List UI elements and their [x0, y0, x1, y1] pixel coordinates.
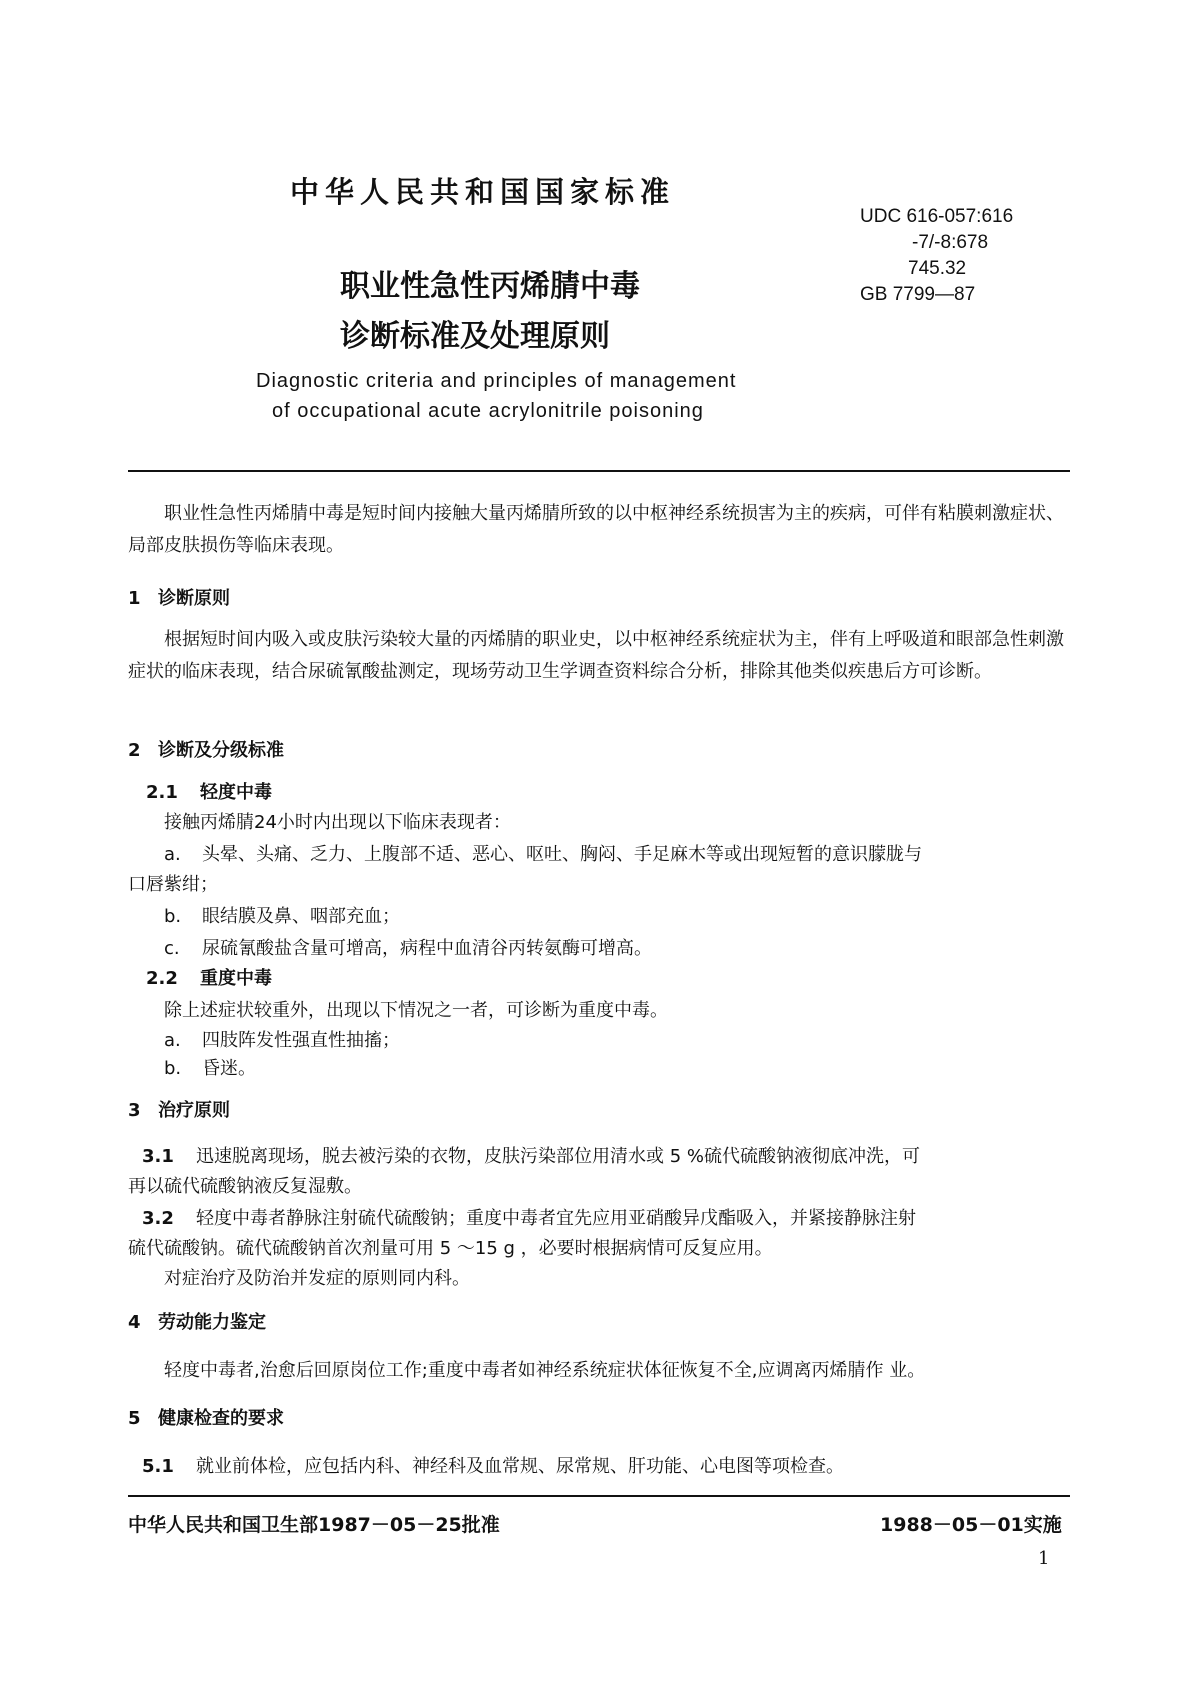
clause-text: 就业前体检，应包括内科、神经科及血常规、尿常规、肝功能、心电图等项检查。: [196, 1456, 844, 1477]
section-title: 健康检查的要求: [158, 1408, 284, 1429]
udc-line-3: 745.32: [908, 258, 967, 279]
section-number: 2: [128, 740, 141, 761]
list-item: [128, 902, 1104, 928]
subsection-2-1-heading: [146, 778, 272, 804]
clause-5-1: [128, 1452, 1082, 1478]
header-divider: [128, 470, 1070, 472]
section-number: 5: [128, 1408, 141, 1429]
clause-3-2-continuation: 硫代硫酸钠。硫代硫酸钠首次剂量可用 5 ～15 g ，必要时根据病情可反复应用。: [128, 1238, 773, 1259]
clause-3-1-continuation: 再以硫代硫酸钠液反复湿敷。: [128, 1176, 362, 1197]
title-cn-line-2: 诊断标准及处理原则: [340, 319, 610, 354]
title-en-line-1: Diagnostic criteria and principles of management: [256, 370, 737, 392]
section-1-text: 根据短时间内吸入或皮肤污染较大量的丙烯腈的职业史，以中枢神经系统症状为主，伴有上呼吸道和眼部急性刺激症状的临床表现，结合尿硫氰酸盐测定，现场劳动卫生学调查资料综合分析，排除其他类似疾患后方可诊断。: [128, 629, 1064, 682]
document-title: [340, 262, 640, 362]
clause-number: 3.1: [142, 1146, 174, 1167]
section-title: 诊断原则: [158, 588, 230, 609]
clause-number: 5.1: [142, 1456, 174, 1477]
item-marker: a.: [164, 844, 181, 865]
item-text: 昏迷。: [202, 1058, 256, 1079]
intro-paragraph: 职业性急性丙烯腈中毒是短时间内接触大量丙烯腈所致的以中枢神经系统损害为主的疾病，可伴有粘膜刺激症状、局部皮肤损伤等临床表现。: [128, 503, 1064, 556]
item-text: 眼结膜及鼻、咽部充血；: [202, 906, 400, 927]
list-item-continuation: 口唇紫绀；: [128, 874, 218, 895]
english-title: [256, 366, 736, 426]
footer-divider: [128, 1495, 1070, 1497]
subsection-title: 重度中毒: [200, 968, 272, 989]
section-4-heading: [128, 1308, 266, 1334]
udc-line-1: UDC 616-057:616: [860, 206, 1014, 227]
item-text: 头晕、头痛、乏力、上腹部不适、恶心、呕吐、胸闷、手足麻木等或出现短暂的意识朦胧与: [202, 844, 922, 865]
subsection-title: 轻度中毒: [200, 782, 272, 803]
clause-text: 轻度中毒者静脉注射硫代硫酸钠；重度中毒者宜先应用亚硝酸异戊酯吸入，并紧接静脉注射: [196, 1208, 916, 1229]
subsection-number: 2.2: [146, 968, 178, 989]
page-number: 1: [1038, 1548, 1050, 1569]
udc-line-2: -7/-8:678: [912, 232, 989, 253]
item-text: 尿硫氰酸盐含量可增高，病程中血清谷丙转氨酶可增高。: [202, 938, 652, 959]
section-title: 诊断及分级标准: [158, 740, 284, 761]
subsection-2-2-lead: 除上述症状较重外，出现以下情况之一者，可诊断为重度中毒。: [164, 1000, 668, 1021]
standard-header: 中华人民共和国国家标准: [290, 175, 676, 209]
approval-date: 中华人民共和国卫生部1987－05－25批准: [128, 1514, 500, 1536]
title-cn-line-1: 职业性急性丙烯腈中毒: [340, 269, 640, 304]
section-number: 1: [128, 588, 141, 609]
clause-number: 3.2: [142, 1208, 174, 1229]
title-en-line-2: of occupational acute acrylonitrile poisoning: [272, 400, 704, 422]
section-number: 3: [128, 1100, 141, 1121]
list-item: [128, 1054, 1104, 1080]
item-text: 四肢阵发性强直性抽搐；: [202, 1030, 400, 1051]
section-number: 4: [128, 1312, 141, 1333]
item-marker: a.: [164, 1030, 181, 1051]
list-item: [128, 1026, 1104, 1052]
subsection-2-2-heading: [146, 964, 272, 990]
udc-block: [860, 204, 1013, 308]
section-title: 治疗原则: [158, 1100, 230, 1121]
section-5-heading: [128, 1404, 284, 1430]
section-1-heading: [128, 584, 230, 610]
clause-text: 迅速脱离现场，脱去被污染的衣物，皮肤污染部位用清水或 5 %硫代硫酸钠液彻底冲洗，可: [196, 1146, 920, 1167]
item-marker: b.: [164, 1058, 182, 1079]
item-marker: b.: [164, 906, 182, 927]
clause-3-2-note: 对症治疗及防治并发症的原则同内科。: [164, 1268, 470, 1289]
effective-date: 1988－05－01实施: [880, 1514, 1062, 1536]
clause-3-1: [128, 1142, 1082, 1168]
gb-number: GB 7799—87: [860, 284, 976, 305]
list-item: [128, 840, 1104, 866]
subsection-2-1-lead: 接触丙烯腈24小时内出现以下临床表现者：: [164, 812, 511, 833]
section-4-text: 轻度中毒者,治愈后回原岗位工作;重度中毒者如神经系统症状体征恢复不全,应调离丙烯腈作 业。: [164, 1360, 926, 1381]
section-2-heading: [128, 736, 284, 762]
list-item: [128, 934, 1104, 960]
section-title: 劳动能力鉴定: [158, 1312, 266, 1333]
clause-3-2: [128, 1204, 1082, 1230]
subsection-number: 2.1: [146, 782, 178, 803]
item-marker: c.: [164, 938, 180, 959]
section-3-heading: [128, 1096, 230, 1122]
